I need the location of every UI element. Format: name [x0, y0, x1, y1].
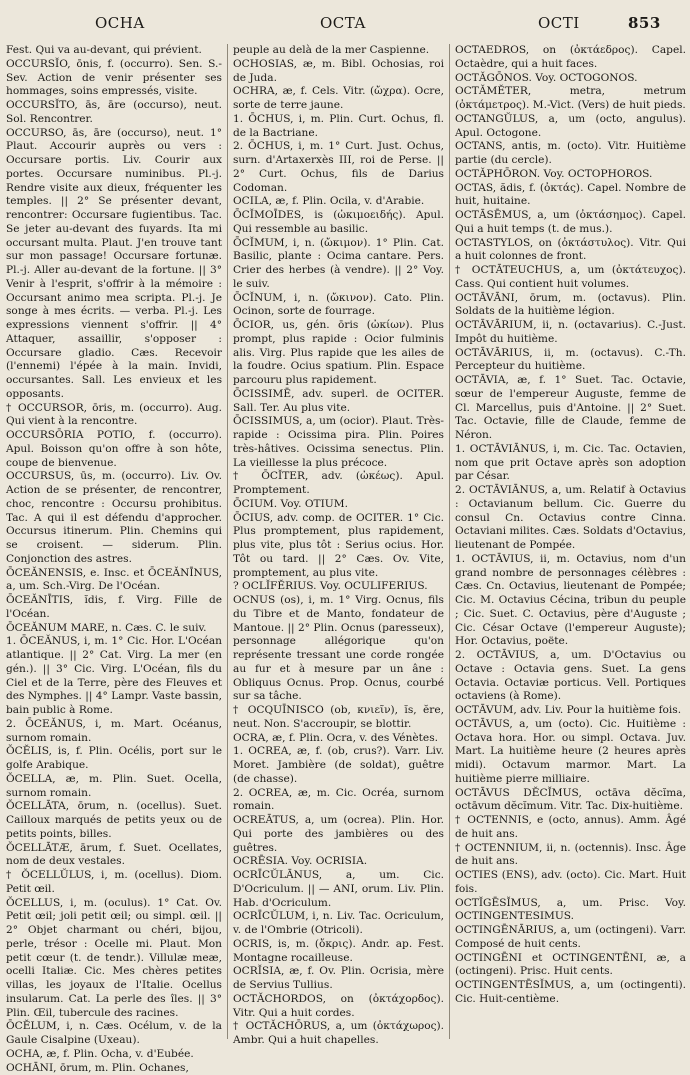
dictionary-entry: ŎCELLĀTÆ, ārum, f. Suet. Ocellates, nom de deux vestales. [6, 842, 222, 870]
dictionary-entry: 2. OCREA, æ, m. Cic. Ocréa, surnom romain. [233, 787, 444, 815]
dictionary-entry: OCTINGĒNĀRIUS, a, um (octingeni). Varr. Composé de huit cents. [455, 924, 686, 952]
dictionary-entry: ŎCĔLIS, is, f. Plin. Océlis, port sur le golfe Arabique. [6, 745, 222, 773]
dictionary-entry: OCTANS, antis, m. (octo). Vitr. Huitième partie (du cercle). [455, 140, 686, 168]
dictionary-entry: 2. ŌCEĂNUS, i, m. Mart. Océanus, surnom romain. [6, 718, 222, 746]
dictionary-entry: † ŌCĬTER, adv. (ὠκέως). Apul. Promptement. [233, 470, 444, 498]
dictionary-entry: ŎCELLA, æ, m. Plin. Suet. Ocella, surnom romain. [6, 773, 222, 801]
dictionary-entry: OCHA, æ, f. Plin. Ocha, v. d'Eubée. [6, 1048, 222, 1062]
dictionary-entry: ŌCĬMOĪDES, is (ὠκιμοειδής). Apul. Qui ressemble au basilic. [233, 209, 444, 237]
dictionary-entry: ŌCIUS, adv. comp. de OCITER. 1° Cic. Plus promptement, plus rapidement, plus vite, plus tôt : Serius ocius. Hor. Tôt ou tard. || 2° Cæs. Ov. Vite, promptement, au plus vite. [233, 512, 444, 581]
page-number: 853 [628, 14, 661, 32]
dictionary-entry: ŌCEĂNUM MARE, n. Cæs. C. le suiv. [6, 622, 222, 636]
dictionary-entry: OCTĀVUS, a, um (octo). Cic. Huitième : Octava hora. Hor. ou simpl. Octava. Juv. Mart. La huitième heure (2 heures après midi). Octavum marmor. Mart. La huitième pierre milliaire. [455, 718, 686, 787]
column-3 [455, 44, 686, 1048]
column-divider [449, 44, 450, 1039]
dictionary-entry: OCTĀVIA, æ, f. 1° Suet. Tac. Octavie, sœur de l'empereur Auguste, femme de Cl. Marcellus, puis d'Antoine. || 2° Suet. Tac. Octavie, fille de Claude, femme de Néron. [455, 374, 686, 443]
dictionary-entry: OCTĀVUM, adv. Liv. Pour la huitième fois. [455, 704, 686, 718]
page-header [0, 0, 690, 40]
dictionary-entry: ŌCEĂNENSIS, e. Insc. et ŌCEĂNĪNUS, a, um. Sch.-Virg. De l'Océan. [6, 567, 222, 595]
dictionary-entry: † OCCURSOR, ōris, m. (occurro). Aug. Qui vient à la rencontre. [6, 402, 222, 430]
dictionary-entry: 1. OCREA, æ, f. (ob, crus?). Varr. Liv. Moret. Jambière (de soldat), guêtre (de chasse). [233, 745, 444, 786]
dictionary-entry: 1. OCTĀVIUS, ii, m. Octavius, nom d'un grand nombre de personnages célèbres : Cæs. Cn. Octavius, lieutenant de Pompée; Cic. M. Octavius Cécina, tribun du peuple ; Cic. Suet. C. Octavius, père d'Auguste ; Cic. César Octave (l'empereur Auguste); Hor. Octavius, poëte. [455, 553, 686, 649]
dictionary-entry: † OCQUĪNISCO (ob, κνιεῖν), ĭs, ĕre, neut. Non. S'accroupir, se blottir. [233, 704, 444, 732]
dictionary-entry: OCRA, æ, f. Plin. Ocra, v. des Vénètes. [233, 732, 444, 746]
dictionary-entry: OCTĂPHŌRON. Voy. OCTOPHOROS. [455, 168, 686, 182]
dictionary-entry: OCCURSUS, ūs, m. (occurro). Liv. Ov. Action de se présenter, de rencontrer, choc, rencontre : Occursu prohibitus. Tac. A qui il est défendu d'approcher. Occursus itinerum. Plin. Chemins qui se croisent. — siderum. Plin. Conjonction des astres. [6, 470, 222, 566]
dictionary-entry: OCTINGENTĒSĬMUS, a, um (octingenti). Cic. Huit-centième. [455, 979, 686, 1007]
dictionary-entry: ŌCIOR, us, gén. ōris (ὠκίων). Plus prompt, plus rapide : Ocior fulminis alis. Virg. Plus rapide que les ailes de la foudre. Ocius spatium. Plin. Espace parcouru plus rapidement. [233, 319, 444, 388]
dictionary-entry: OCTINGĒNI et OCTINGENTĒNI, æ, a (octingeni). Prisc. Huit cents. [455, 952, 686, 980]
dictionary-entry: ŌCIUM. Voy. OTIUM. [233, 498, 444, 512]
dictionary-entry: † ŎCELLŬLUS, i, m. (ocellus). Diom. Petit œil. [6, 869, 222, 897]
dictionary-entry: OCRĪCŬLUM, i, n. Liv. Tac. Ocriculum, v. de l'Ombrie (Otricoli). [233, 910, 444, 938]
dictionary-entry: OCTĂCHORDOS, on (ὀκτάχορδος). Vitr. Qui a huit cordes. [233, 993, 444, 1021]
dictionary-entry: 2. OCTĀVIUS, a, um. D'Octavius ou Octave : Octavia gens. Suet. La gens Octavia. Octaviæ porticus. Vell. Portiques octaviens (à Rome). [455, 649, 686, 704]
dictionary-entry: OCTĀVUS DĔCĬMUS, octāva dĕcĭma, octāvum dĕcĭmum. Vitr. Tac. Dix-huitième. [455, 787, 686, 815]
dictionary-entry: ? OCLĬFĔRIUS. Voy. OCULIFERIUS. [233, 580, 444, 594]
dictionary-entry: 1. ŌCHUS, i, m. Plin. Curt. Ochus, fl. de la Bactriane. [233, 113, 444, 141]
dictionary-entry: OCNUS (os), i, m. 1° Virg. Ocnus, fils du Tibre et de Manto, fondateur de Mantoue. || 2° Plin. Ocnus (paresseux), personnage allégorique qu'on représente tressant une corde rongée au fur et à mesure par un âne : Obliquus Ocnus. Prop. Ocnus, courbé sur sa tâche. [233, 594, 444, 704]
dictionary-entry: OCHOSIAS, æ, m. Bibl. Ochosias, roi de Juda. [233, 58, 444, 86]
dictionary-entry: Fest. Qui va au-devant, qui prévient. [6, 44, 222, 58]
dictionary-entry: 2. OCTĀVIĀNUS, a, um. Relatif à Octavius : Octavianum bellum. Cic. Guerre du consul Cn. Octavius contre Cinna. Octaviani milites. Cæs. Soldats d'Octavius, lieutenant de Pompée. [455, 484, 686, 553]
dictionary-entry: OCHRA, æ, f. Cels. Vitr. (ὤχρα). Ocre, sorte de terre jaune. [233, 85, 444, 113]
column-1 [6, 44, 222, 1048]
dictionary-entry: ŌCĬNUM, i, n. (ὤκινον). Cato. Plin. Ocinon, sorte de fourrage. [233, 292, 444, 320]
dictionary-entry: OCTĀVĀNI, ōrum, m. (octavus). Plin. Soldats de la huitième légion. [455, 292, 686, 320]
dictionary-entry: ŌCISSIMUS, a, um (ocior). Plaut. Très-rapide : Ocissima pira. Plin. Poires très-hâtives. Ocissima senectus. Plin. La vieillesse la plus précoce. [233, 415, 444, 470]
dictionary-entry: OCTASTYLOS, on (ὀκτάστυλος). Vitr. Qui a huit colonnes de front. [455, 237, 686, 265]
dictionary-entry: OCCURSŌRIA POTIO, f. (occurro). Apul. Boisson qu'on offre à son hôte, coupe de bienvenue. [6, 429, 222, 470]
dictionary-entry: OCRIS, is, m. (ὄκρις). Andr. ap. Fest. Montagne rocailleuse. [233, 938, 444, 966]
dictionary-entry: OCTĀVĀRIUM, ii, n. (octavarius). C.-Just. Impôt du huitième. [455, 319, 686, 347]
dictionary-entry: ŌCEĂNĪTIS, ĭdis, f. Virg. Fille de l'Océan. [6, 594, 222, 622]
dictionary-entry: OCTĀVĀRIUS, ii, m. (octavus). C.-Th. Percepteur du huitième. [455, 347, 686, 375]
dictionary-entry: OCRĪCŬLĀNUS, a, um. Cic. D'Ocriculum. || — ANI, orum. Liv. Plin. Hab. d'Ocriculum. [233, 869, 444, 910]
dictionary-entry: OCTAEDROS, on (ὀκτάεδρος). Capel. Octaèdre, qui a huit faces. [455, 44, 686, 72]
dictionary-entry: OCRĒSIA. Voy. OCRISIA. [233, 855, 444, 869]
dictionary-entry: † OCTĀTEUCHUS, a, um (ὀκτάτευχος). Cass. Qui contient huit volumes. [455, 264, 686, 292]
dictionary-entry: OCTANGŬLUS, a, um (octo, angulus). Apul. Octogone. [455, 113, 686, 141]
dictionary-entry: OCTAS, ădis, f. (ὀκτάς). Capel. Nombre de huit, huitaine. [455, 182, 686, 210]
column-2 [233, 44, 444, 1048]
dictionary-entry: OCTĀSĒMUS, a, um (ὀκτάσημος). Capel. Qui a huit temps (t. de mus.). [455, 209, 686, 237]
running-head-center: OCTA [320, 14, 366, 32]
dictionary-entry: † OCTENNIS, e (octo, annus). Amm. Âgé de huit ans. [455, 814, 686, 842]
running-head-right: OCTI [538, 14, 580, 32]
dictionary-entry: ŌCĬMUM, i, n. (ὤκιμον). 1° Plin. Cat. Basilic, plante : Ocima cantare. Pers. Crier des herbes (à vendre). || 2° Voy. le suiv. [233, 237, 444, 292]
running-head-left: OCHA [95, 14, 145, 32]
dictionary-entry: OCRĬSIA, æ, f. Ov. Plin. Ocrisia, mère de Servius Tullius. [233, 965, 444, 993]
dictionary-entry: ŎCELLĀTA, ōrum, n. (ocellus). Suet. Cailloux marqués de petits yeux ou de petits points, billes. [6, 800, 222, 841]
column-divider [227, 44, 228, 1039]
dictionary-entry: 1. OCTĀVIĀNUS, i, m. Cic. Tac. Octavien, nom que prit Octave après son adoption par César. [455, 443, 686, 484]
dictionary-entry: OCTIES (ENS), adv. (octo). Cic. Mart. Huit fois. [455, 869, 686, 897]
dictionary-entry: OCCURSĬTO, ās, āre (occurso), neut. Sol. Rencontrer. [6, 99, 222, 127]
dictionary-entry: OCCURSO, ās, āre (occurso), neut. 1° Plaut. Accourir auprès ou vers : Occursare portis. Liv. Courir aux portes. Occursare numinibus. Pl.-j. Rendre visite aux dieux, fréquenter les temples. || 2° Se présenter devant, rencontrer: Occursare fugientibus. Tac. Se jeter au-devant des fuyards. Ita mi occursant multa. Plaut. J'en trouve tant sur mon passage! Occursare fortunæ. Pl.-j. Aller au-devant de la fortune. || 3° Venir à l'esprit, s'offrir à la mémoire : Occursant animo mea scripta. Pl.-j. Je songe à mes écrits. — verba. Pl.-j. Les expressions viennent s'offrir. || 4° Attaquer, assaillir, s'opposer : Occursare gladio. Cæs. Recevoir (l'ennemi) l'épée à la main. Invidi, occursantes. Sall. Les envieux et les opposants. [6, 127, 222, 402]
dictionary-entry: OCTĂMĔTER, metra, metrum (ὀκτάμετρος). M.-Vict. (Vers) de huit pieds. [455, 85, 686, 113]
dictionary-entry: OCCURSĬO, ōnis, f. (occurro). Sen. S.-Sev. Action de venir présenter ses hommages, soins empressés, visite. [6, 58, 222, 99]
dictionary-entry: † OCTĂCHŌRUS, a, um (ὀκτάχωρος). Ambr. Qui a huit chapelles. [233, 1020, 444, 1048]
dictionary-entry: OCHĀNI, ōrum, m. Plin. Ochanes, [6, 1062, 222, 1075]
dictionary-entry: OCTĬGĒSĬMUS, a, um. Prisc. Voy. OCTINGENTESIMUS. [455, 897, 686, 925]
dictionary-entry: peuple au delà de la mer Caspienne. [233, 44, 444, 58]
dictionary-entry: ŌCĔLUM, i, n. Cæs. Océlum, v. de la Gaule Cisalpine (Uxeau). [6, 1020, 222, 1048]
dictionary-entry: 2. ŌCHUS, i, m. 1° Curt. Just. Ochus, surn. d'Artaxerxès III, roi de Perse. || 2° Curt. Ochus, fils de Darius Codoman. [233, 140, 444, 195]
dictionary-entry: 1. ŌCEĂNUS, i, m. 1° Cic. Hor. L'Océan atlantique. || 2° Cat. Virg. La mer (en gén.). || 3° Cic. Virg. L'Océan, fils du Ciel et de la Terre, père des Fleuves et des Nymphes. || 4° Lampr. Vaste bassin, bain public à Rome. [6, 635, 222, 718]
dictionary-entry: † OCTENNIUM, ii, n. (octennis). Insc. Âge de huit ans. [455, 842, 686, 870]
dictionary-entry: OCILA, æ, f. Plin. Ocila, v. d'Arabie. [233, 195, 444, 209]
dictionary-entry: ŌCISSIMĒ, adv. superl. de OCITER. Sall. Ter. Au plus vite. [233, 388, 444, 416]
dictionary-entry: OCTĂGŌNOS. Voy. OCTOGONOS. [455, 72, 686, 86]
dictionary-entry: ŎCELLUS, i, m. (oculus). 1° Cat. Ov. Petit œil; joli petit œil; ou simpl. œil. || 2° Objet charmant ou chéri, bijou, perle, trésor : Ocelle mi. Plaut. Mon petit cœur (t. de tendr.). Villulæ meæ, ocelli Italiæ. Cic. Mes chères petites villas, les joyaux de l'Italie. Ocellus insularum. Cat. La perle des îles. || 3° Plin. Œil, tubercule des racines. [6, 897, 222, 1021]
dictionary-entry: OCREĀTUS, a, um (ocrea). Plin. Hor. Qui porte des jambières ou des guêtres. [233, 814, 444, 855]
